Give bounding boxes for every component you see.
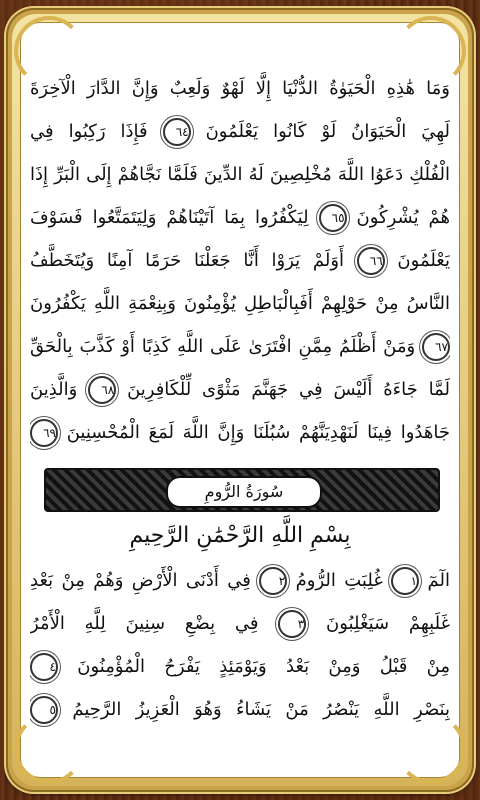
verse-text: وَالَّذِينَ bbox=[30, 379, 78, 400]
ayah-number-marker: ٦٦ bbox=[357, 247, 385, 275]
surah-header-banner bbox=[44, 468, 440, 512]
text-line-9 bbox=[30, 414, 450, 452]
ayah-number-marker: ٢ bbox=[259, 567, 287, 595]
ayah-number-marker: ٦٩ bbox=[30, 419, 58, 447]
ayah-number-marker: ٣ bbox=[278, 610, 306, 638]
verse-text: لَمَّا جَاءَهُ أَلَيْسَ فِي جَهَنَّمَ مَثْوًى لِّلْكَافِرِينَ bbox=[127, 379, 450, 400]
ayah-number-marker: ٦٨ bbox=[88, 376, 116, 404]
verse-text: جَاهَدُوا فِينَا لَنَهْدِيَنَّهُمْ سُبُلَنَا وَإِنَّ اللَّهَ لَمَعَ الْمُحْسِنِينَ bbox=[66, 422, 450, 443]
verse-text: لِيَكْفُرُوا بِمَا آتَيْنَاهُمْ وَلِيَتَمَتَّعُوا فَسَوْفَ bbox=[30, 207, 309, 228]
verse-text: فِي بِضْعِ سِنِينَ لِلَّهِ الْأَمْرُ bbox=[30, 613, 259, 634]
text-line-5 bbox=[30, 242, 450, 280]
verse-text: يَعْلَمُونَ bbox=[397, 250, 450, 271]
text-line-13 bbox=[30, 691, 450, 729]
verse-text: هُمْ يُشْرِكُونَ bbox=[356, 207, 450, 228]
verse-text: بِنَصْرِ اللَّهِ يَنْصُرُ مَنْ يَشَاءُ وَهُوَ الْعَزِيزُ الرَّحِيمُ bbox=[72, 699, 450, 720]
ayah-number-marker: ٥ bbox=[30, 696, 58, 724]
text-line-3 bbox=[30, 156, 450, 194]
ayah-number-marker: ٦٤ bbox=[163, 118, 191, 146]
verse-text: غَلَبِهِمْ سَيَغْلِبُونَ bbox=[326, 613, 450, 634]
verse-text: فَإِذَا رَكِبُوا فِي bbox=[30, 121, 148, 142]
verse-text: النَّاسُ مِنْ حَوْلِهِمْ أَفَبِالْبَاطِلِ يُؤْمِنُونَ وَبِنِعْمَةِ اللَّهِ يَكْفُرُونَ bbox=[30, 293, 450, 314]
verse-text: فِي أَدْنَى الْأَرْضِ وَهُمْ مِنْ بَعْدِ bbox=[30, 570, 251, 591]
ayah-number-marker: ٦٧ bbox=[422, 333, 450, 361]
text-line-4 bbox=[30, 199, 450, 237]
ayah-number-marker: ١ bbox=[391, 567, 419, 595]
text-line-10 bbox=[30, 562, 450, 600]
text-line-1 bbox=[30, 70, 450, 108]
basmala: بِسْمِ اللَّهِ الرَّحْمَٰنِ الرَّحِيمِ bbox=[129, 523, 351, 548]
ayah-number-marker: ٤ bbox=[30, 653, 58, 681]
text-line-7 bbox=[30, 328, 450, 366]
verse-text: أَوَلَمْ يَرَوْا أَنَّا جَعَلْنَا حَرَمًا آمِنًا وَيُتَخَطَّفُ bbox=[30, 250, 345, 271]
text-line-12 bbox=[30, 648, 450, 686]
verse-text: الْفُلْكِ دَعَوُا اللَّهَ مُخْلِصِينَ لَهُ الدِّينَ فَلَمَّا نَجَّاهُمْ إِلَى الْبَرِّ إِذَا bbox=[30, 164, 450, 185]
verse-text: مِنْ قَبْلُ وَمِنْ بَعْدُ وَيَوْمَئِذٍ يَفْرَحُ الْمُؤْمِنُونَ bbox=[77, 656, 450, 677]
verse-text: غُلِبَتِ الرُّومُ bbox=[295, 570, 383, 591]
ayah-number-marker: ٦٥ bbox=[319, 204, 347, 232]
text-line-11 bbox=[30, 605, 450, 643]
text-line-2 bbox=[30, 113, 450, 151]
verse-text: وَمَنْ أَظْلَمُ مِمَّنِ افْتَرَىٰ عَلَى اللَّهِ كَذِبًا أَوْ كَذَّبَ بِالْحَقِّ bbox=[30, 336, 416, 357]
text-line-6 bbox=[30, 285, 450, 323]
surah-title: سُورَةُ الرُّومِ bbox=[166, 476, 322, 508]
text-line-8 bbox=[30, 371, 450, 409]
verse-text: وَمَا هَٰذِهِ الْحَيَوٰةُ الدُّنْيَا إِلَّا لَهْوٌ وَلَعِبٌ وَإِنَّ الدَّارَ الْآخِرَةَ bbox=[30, 78, 450, 99]
verse-text: لَهِيَ الْحَيَوَانُ لَوْ كَانُوا يَعْلَمُونَ bbox=[205, 121, 450, 142]
verse-text: الٓمٓ bbox=[427, 570, 450, 591]
